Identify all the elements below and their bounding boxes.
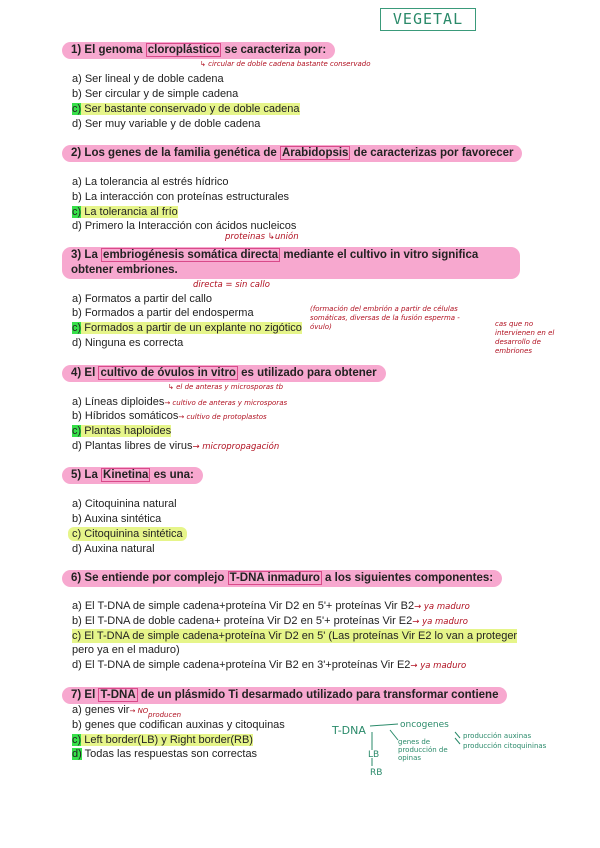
q2-term: Arabidopsis [282, 147, 349, 159]
q7-term: T-DNA [100, 689, 136, 701]
q3-option-d: d) Ninguna es correcta [72, 337, 184, 349]
question-4: 4) El cultivo de óvulos in vitro es utilizado para obtener [62, 365, 386, 382]
q5-term: Kinetina [103, 469, 149, 481]
q1-term: cloroplástico [147, 44, 220, 56]
q4-option-d: d) Plantas libres de virus→ micropropagación [72, 440, 280, 452]
diagram-opinas: genes de producción de opinas [398, 738, 448, 762]
question-5: 5) La Kinetina es una: [62, 467, 203, 484]
q3-note-top: directa = sin callo [193, 280, 270, 290]
q3-side-note-2: cas que no intervienen en el desarrollo de embriones [495, 320, 555, 355]
q3-option-a: a) Formatos a partir del callo [72, 293, 212, 305]
q4-term: cultivo de óvulos in vitro [100, 367, 236, 379]
diagram-oncogenes: oncogenes [400, 720, 449, 730]
q1-pre: 1) El genoma [71, 44, 146, 56]
diagram-prod-citoquininas: producción citoquininas [463, 742, 547, 750]
q1-option-b: b) Ser circular y de simple cadena [72, 88, 239, 100]
diagram-prod-auxinas: producción auxinas [463, 732, 532, 740]
q2-option-c: c) La tolerancia al frío [72, 206, 178, 218]
diagram-lb: LB [368, 750, 380, 760]
q2-option-d: d) Primero la Interacción con ácidos nucleicos [72, 220, 297, 232]
q2-option-a: a) La tolerancia al estrés hídrico [72, 176, 229, 188]
q3-option-b: b) Formados a partir del endosperma [72, 307, 254, 319]
q1-option-d: d) Ser muy variable y de doble cadena [72, 118, 261, 130]
q4-note: ↳ el de anteras y microsporas tb [168, 383, 284, 391]
q1-option-c: c) Ser bastante conservado y de doble cadena [72, 103, 300, 115]
q3-side-note: (formación del embrión a partir de células somáticas, diversas de la fusión esperma - óvulo) [310, 305, 460, 331]
q6-term: T-DNA inmaduro [229, 572, 320, 584]
q5-option-d: d) Auxina natural [72, 543, 155, 555]
q3-option-c: c) Formados a partir de un explante no zigótico [72, 322, 302, 334]
q6-option-c: c) El T-DNA de simple cadena+proteína Vir D2 en 5' (Las proteínas Vir E2 lo van a proteger [72, 630, 518, 642]
q7-option-d: d) Todas las respuestas son correctas [72, 748, 258, 760]
q5-option-a: a) Citoquinina natural [72, 498, 177, 510]
q1-post: se caracteriza por: [221, 44, 327, 56]
subject-badge: VEGETAL [380, 8, 476, 31]
q1-option-a: a) Ser lineal y de doble cadena [72, 73, 224, 85]
q4-option-a: a) Líneas diploides→ cultivo de anteras y microsporas [72, 396, 288, 408]
question-7: 7) El T-DNA de un plásmido Ti desarmado utilizado para transformar contiene [62, 687, 507, 704]
q5-option-c: c) Citoquinina sintética [68, 527, 187, 541]
q7-option-a: a) genes vir→ NO [72, 704, 149, 716]
q1-note: ↳ circular de doble cadena bastante conservado [200, 60, 371, 68]
question-1 [62, 42, 335, 59]
question-6: 6) Se entiende por complejo T-DNA inmaduro a los siguientes componentes: [62, 570, 502, 587]
question-2: 2) Los genes de la familia genética de Arabidopsis de caracterizas por favorecer [62, 145, 522, 162]
q6-option-d: d) El T-DNA de simple cadena+proteína Vir B2 en 3'+proteínas Vir E2→ ya maduro [72, 659, 467, 671]
diagram-rb: RB [370, 768, 383, 778]
question-3: 3) La embriogénesis somática directa mediante el cultivo in vitro significa obtener embriones. [62, 247, 520, 279]
diagram-root: T-DNA [332, 724, 366, 737]
diagram-lines [360, 718, 470, 778]
q5-option-b: b) Auxina sintética [72, 513, 162, 525]
q4-option-b: b) Híbridos somáticos→ cultivo de protoplastos [72, 410, 267, 422]
q2-note: proteinas ↳unión [225, 232, 299, 242]
q3-term: embriogénesis somática directa [103, 249, 279, 261]
q7-b-note: producen [148, 711, 182, 719]
q6-option-b: b) El T-DNA de doble cadena+ proteína Vir D2 en 5'+ proteínas Vir E2→ ya maduro [72, 615, 468, 627]
q4-option-c: c) Plantas haploides [72, 425, 172, 437]
q6-option-a: a) El T-DNA de simple cadena+proteína Vir D2 en 5'+ proteínas Vir B2→ ya maduro [72, 600, 470, 612]
q7-option-b: b) genes que codifican auxinas y citoquinas [72, 719, 285, 731]
q6-option-c-cont: pero ya en el maduro) [72, 644, 180, 656]
q2-option-b: b) La interacción con proteínas estructurales [72, 191, 290, 203]
q7-option-c: c) Left border(LB) y Right border(RB) [72, 734, 253, 746]
